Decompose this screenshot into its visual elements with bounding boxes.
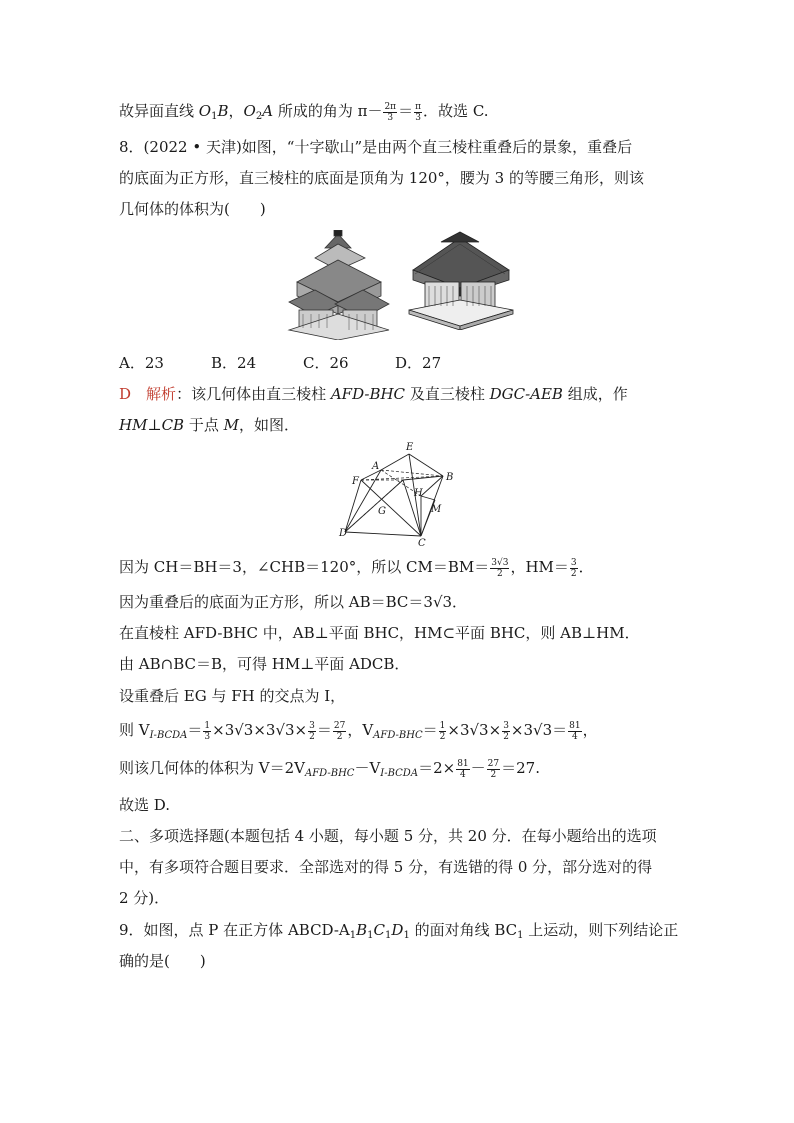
label-a: A xyxy=(372,461,380,472)
solution-line-8: 则 $V_{I-BCDA}=$ $\frac{1}{3}$ ×3√3×3√3× $\frac{3}{2}$ ＝ $\frac{27}{2}$ ，$V_{AFD-BHC}=$ $\frac{1}{2}$ ×3√3× $\frac{3}{2}$ ×3√3＝ $\frac{81}{4}$ ， xyxy=(119,720,598,742)
section-2-line-1: 二、多项选择题(本题包括 4 小题，每小题 5 分，共 20 分．在每小题给出的选项 xyxy=(119,827,657,845)
q9-line-2: 确的是( ) xyxy=(119,952,206,970)
solid-geometry-diagram xyxy=(335,440,465,546)
option-b[interactable]: B．24 xyxy=(211,354,257,372)
fraction: $\frac{2\pi}{3}$ xyxy=(384,101,397,123)
section-2-line-2: 中，有多项符合题目要求．全部选对的得 5 分，有选错的得 0 分，部分选对的得 xyxy=(119,858,653,876)
label-m: M xyxy=(431,504,442,515)
option-d[interactable]: D．27 xyxy=(395,354,442,372)
solution-line-3: 因为 CH＝BH＝3，∠CHB＝120°，所以 CM＝BM＝ $\frac{3√3}{2}$ ，HM＝ $\frac{3}{2}$ ． xyxy=(119,557,594,579)
section-2-line-3: 2 分)． xyxy=(119,889,170,907)
q9-line-1: 9．如图，点 P 在正方体 ABCD-$A_1B_1C_1D_1$ 的面对角线 $BC_1$ 上运动，则下列结论正 xyxy=(119,921,679,941)
fraction: $\frac{\pi}{3}$ xyxy=(415,101,422,123)
q8-line-2: 的底面为正方形，直三棱柱的底面是顶角为 120°，腰为 3 的等腰三角形，则该 xyxy=(119,169,644,187)
prev-conclusion-line: 故异面直线 $O_1B$，$O_2A$ 所成的角为 π－ $\frac{2\pi}{3}$ ＝ $\frac{\pi}{3}$ ．故选 C. xyxy=(119,101,489,123)
q8-line-3: 几何体的体积为( ) xyxy=(119,200,266,218)
label-c: C xyxy=(418,538,426,546)
label-f: F xyxy=(352,476,359,487)
label-d: D xyxy=(339,528,348,539)
label-h: H xyxy=(414,488,423,499)
label-e: E xyxy=(406,442,414,453)
q8-options xyxy=(119,353,487,373)
solution-line-10: 故选 D. xyxy=(119,796,171,814)
solution-line-2: HM⊥CB 于点 M，如图． xyxy=(119,416,299,434)
option-a[interactable]: A．23 xyxy=(119,354,164,372)
solution-label: 解析 xyxy=(146,385,177,403)
cross-gable-building-illustration-left xyxy=(285,230,391,340)
label-b: B xyxy=(446,472,454,483)
answer-letter: D xyxy=(119,385,132,403)
solution-line-7: 设重叠后 EG 与 FH 的交点为 I， xyxy=(119,687,346,705)
solution-line-9: 则该几何体的体积为 $V=2V_{AFD-BHC}-V_{I-BCDA}=2\times$ $\frac{81}{4}$ － $\frac{27}{2}$ ＝27. xyxy=(119,758,540,780)
solution-line-4: 因为重叠后的底面为正方形，所以 AB＝BC＝3√3． xyxy=(119,593,468,611)
cross-gable-building-illustration-right xyxy=(405,230,515,330)
q8-line-1: 8．(2022 • 天津)如图，“十字歇山”是由两个直三棱柱重叠后的景象，重叠后 xyxy=(119,138,633,156)
solution-line-1: D 解析：该几何体由直三棱柱 AFD-BHC 及直三棱柱 DGC-AEB 组成，作 xyxy=(119,385,628,403)
label-g: G xyxy=(378,506,386,517)
solution-line-5: 在直棱柱 AFD-BHC 中，AB⊥平面 BHC，HM⊂平面 BHC，则 AB⊥HM． xyxy=(119,624,640,642)
solution-line-6: 由 AB∩BC＝B，可得 HM⊥平面 ADCB． xyxy=(119,655,410,673)
option-c[interactable]: C．26 xyxy=(303,354,349,372)
